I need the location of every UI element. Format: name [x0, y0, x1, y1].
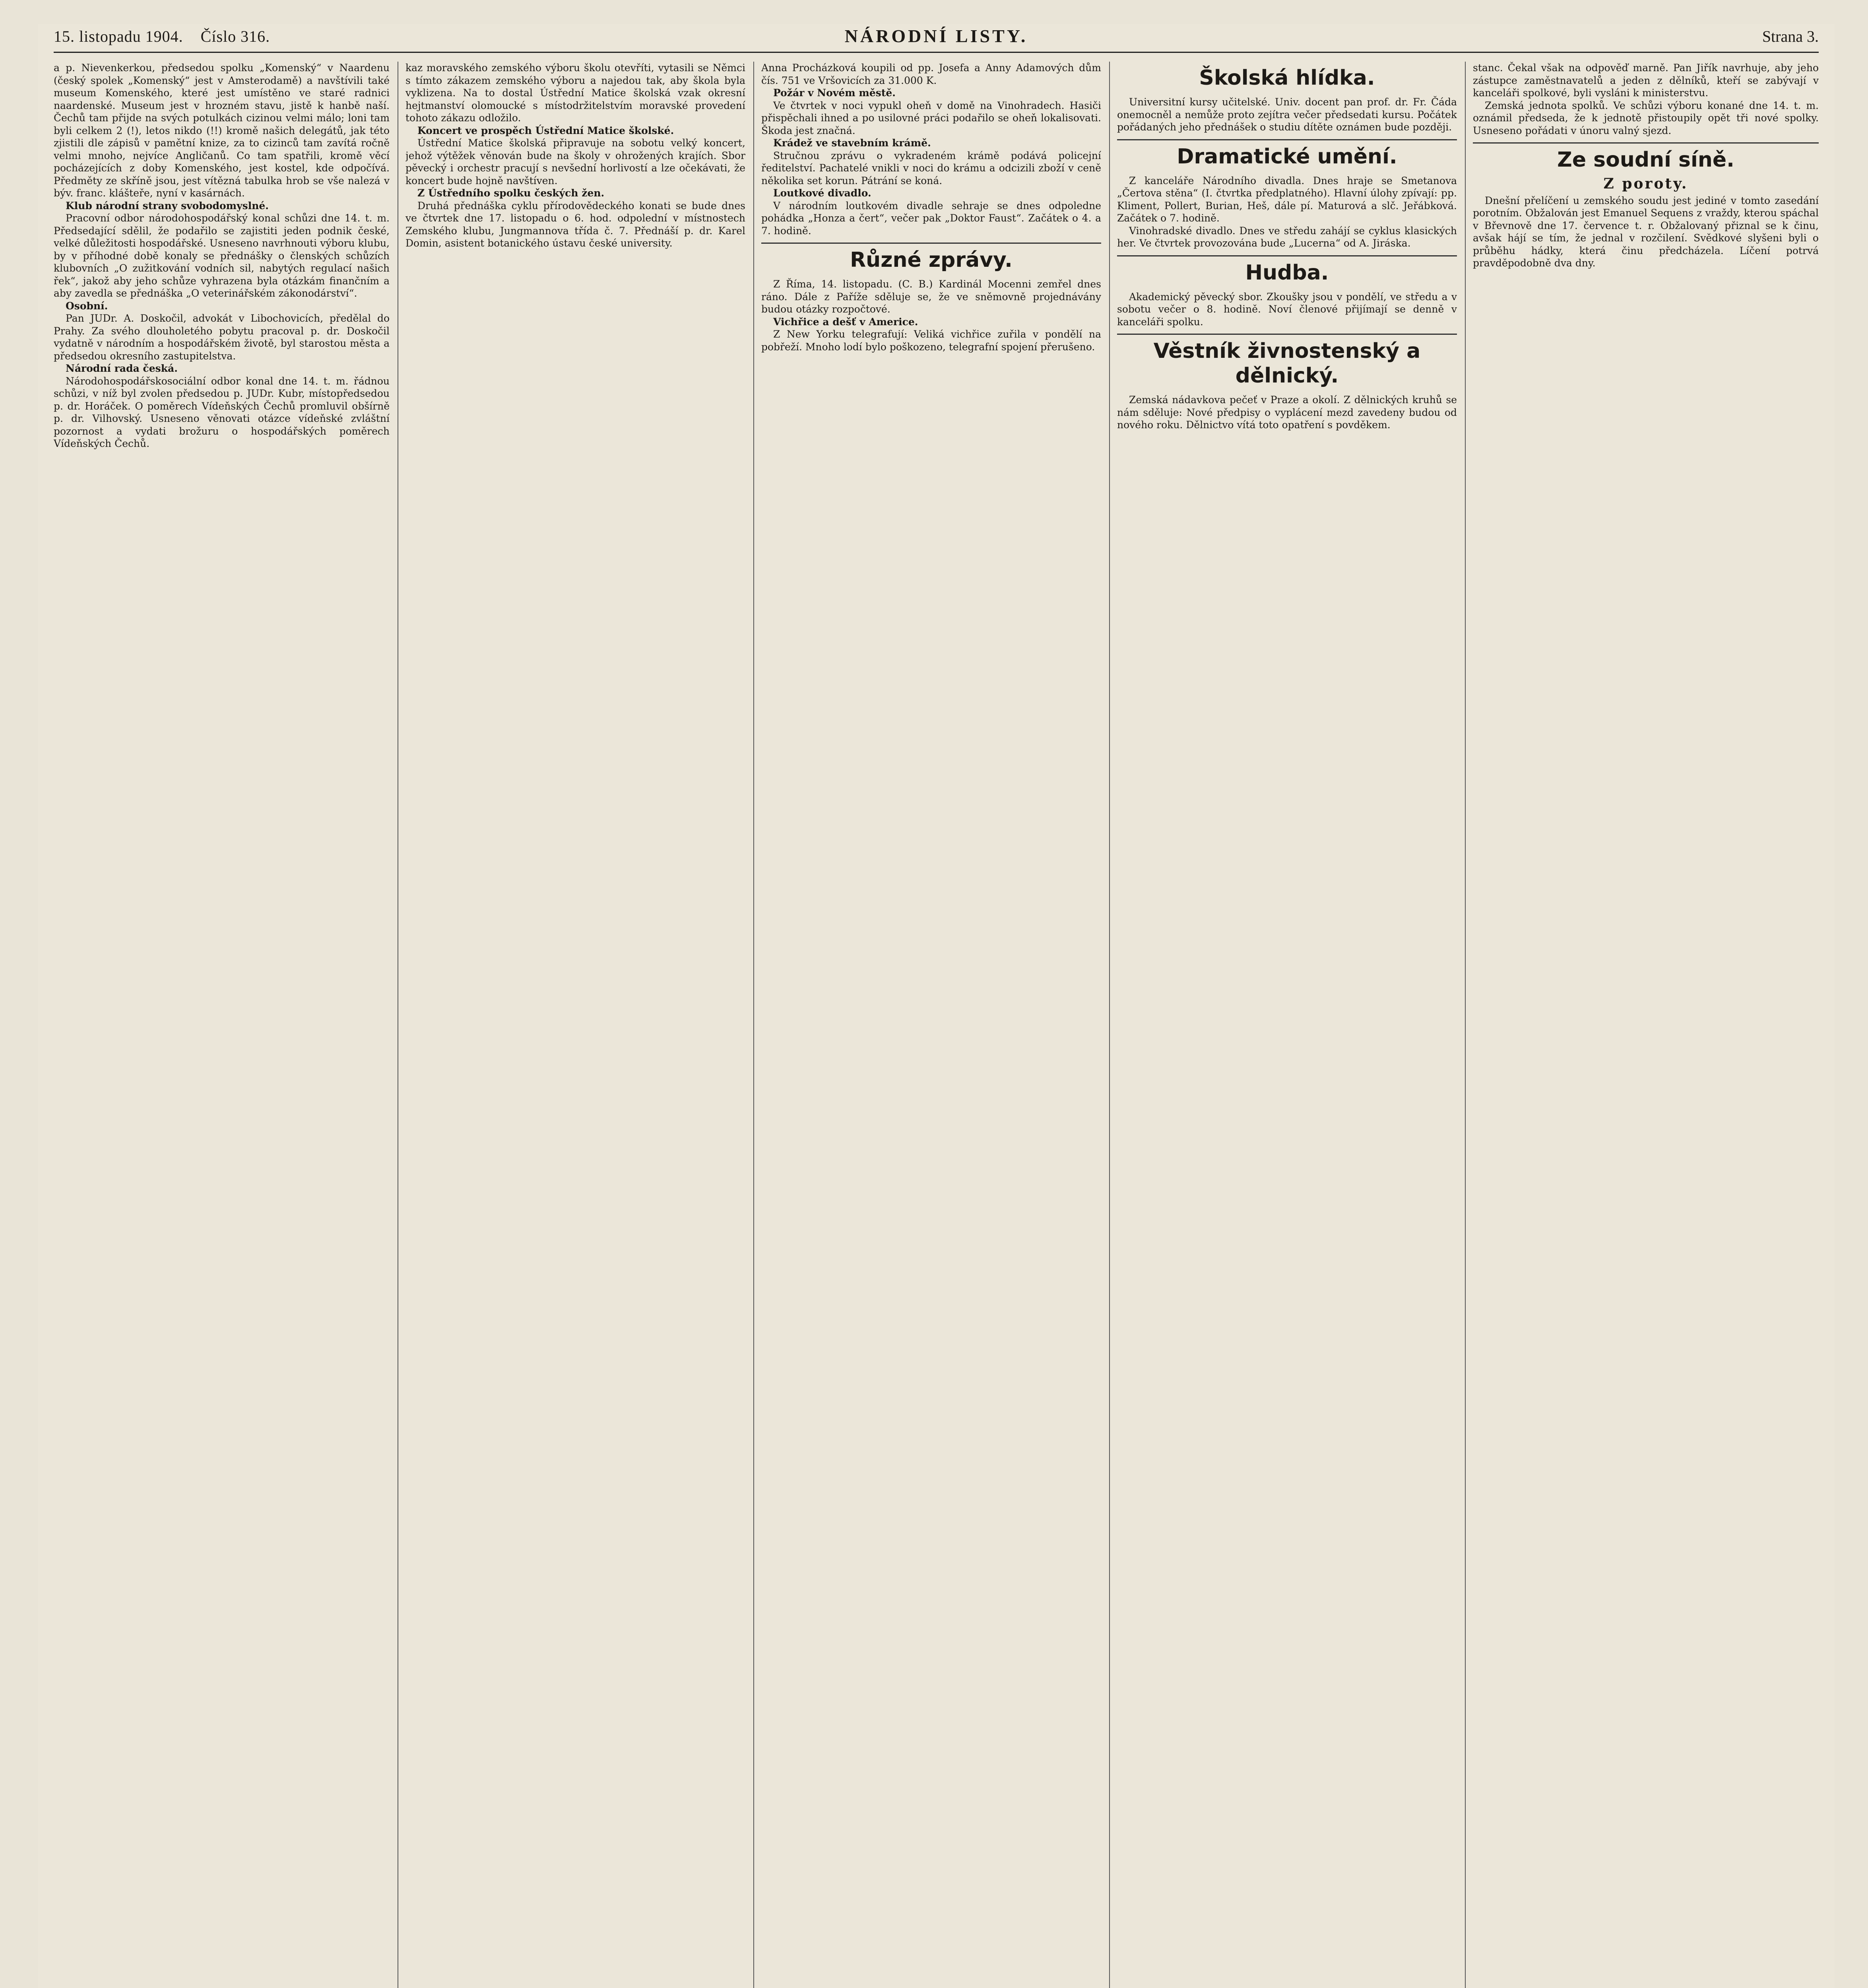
article-paragraph: Z New Yorku telegrafují: Veliká vichřice zuřila v pondělí na pobřeží. Mnoho lodí bylo poškozeno, telegrafní spojení přerušeno. — [761, 328, 1101, 353]
article-paragraph: kaz moravského zemského výboru školu otevříti, vytasili se Němci s tímto zákazem zemského výboru a najedou tak, aby škola byla vyklizena. Na to dostal Ústřední Matice školská vzak okresní hejtmanství olomoucké s místodržitelstvím moravské provedení tohoto zákazu odložilo. — [405, 62, 745, 124]
newspaper-page — [38, 24, 1835, 1988]
section-heading: Hudba. — [1117, 255, 1457, 285]
article-paragraph: V národním loutkovém divadle sehraje se dnes odpoledne pohádka „Honza a čert“, večer pak „Doktor Faust“. Začátek o 4. a 7. hodině. — [761, 200, 1101, 237]
masthead-rule — [54, 52, 1819, 53]
column-divider — [1109, 62, 1110, 1988]
page-number: Strana 3. — [1762, 27, 1819, 45]
article-paragraph: Z Říma, 14. listopadu. (C. B.) Kardinál Mocenni zemřel dnes ráno. Dále z Paříže sděluje se, že ve sněmovně projednávány budou otázky rozpočtové. — [761, 278, 1101, 315]
article-paragraph: Pracovní odbor národohospodářský konal schůzi dne 14. t. m. Předsedající sdělil, že podařilo se zajistiti jeden podnik české, velké důležitosti hospodářské. Usneseno navrhnouti výboru klubu, by v příhodné době konaly se přednášky o členských schůzích klubovních „O zužitkování vodních sil, nabytých regulací našich řek“, jakož aby jeho schůze vyhrazena byla otázkám finančním a aby zavedla se přednáška „O veterinářském zákonodárství“. — [54, 212, 390, 299]
article-heading: Loutkové divadlo. — [773, 187, 871, 199]
article-paragraph: Universitní kursy učitelské. Univ. docent pan prof. dr. Fr. Čáda onemocněl a nemůže proto zejítra večer předsedati kursu. Počátek pořádaných jeho přednášek o studiu dítěte oznámen bude později. — [1117, 96, 1457, 133]
article-paragraph: Pan JUDr. A. Doskočil, advokát v Libochovicích, předělal do Prahy. Za svého dlouholetého pobytu pracoval p. dr. Doskočil vydatně v národním a hospodářském životě, byl starostou města a předsedou okresního zastupitelstva. — [54, 313, 390, 362]
article-paragraph: Ve čtvrtek v noci vypukl oheň v domě na Vinohradech. Hasiči přispěchali ihned a po usilovné práci podařilo se oheň lokalisovati. Škoda jest značná. — [761, 99, 1101, 136]
article-paragraph: Druhá přednáška cyklu přírodovědeckého konati se bude dnes ve čtvrtek dne 17. listopadu o 6. hod. odpolední v místnostech Zemského klubu, Jungmannova třída č. 7. Přednáší p. dr. Karel Domin, asistent botanického ústavu české university. — [405, 200, 745, 249]
article-paragraph: stanc. Čekal však na odpověď marně. Pan Jiřík navrhuje, aby jeho zástupce zaměstnavatelů a jeden z dělníků, kteří se zabývají v kanceláři spolkové, byli vysláni k ministerstvu. — [1473, 62, 1819, 99]
column-4 — [1117, 62, 1457, 1988]
article-paragraph: Dnešní přelíčení u zemského soudu jest jediné v tomto zasedání porotním. Obžalován jest Emanuel Sequens z vraždy, kterou spáchal v Břevnově dne 17. července t. r. Obžalovaný přiznal se k činu, avšak hájí se tím, že jednal v rozčilení. Svědkové slyšeni byli o průběhu hádky, která činu předcházela. Líčení potrvá pravděpodobně dva dny. — [1473, 194, 1819, 269]
section-heading: Dramatické umění. — [1117, 139, 1457, 169]
article-heading: Krádež ve stavebním krámě. — [773, 137, 931, 149]
article-heading: Národní rada česká. — [66, 363, 178, 374]
article-heading: Koncert ve prospěch Ústřední Matice školské. — [417, 124, 674, 136]
article-paragraph: a p. Nievenkerkou, předsedou spolku „Komenský“ v Naardenu (český spolek „Komenský“ jest v Amsterodamě) a navštívili také museum Komenského, které jest umístěno ve staré radnici naardenské. Museum jest v hrozném stavu, jistě k hanbě naší. Čechů tam přijde na svých potulkách cizinou velmi málo; loni tam byli celkem 2 (!), letos nikdo (!!) kromě našich delegátů, jak této zjistili dle zápisů v pamětní knize, za to cizinců tam zavítá ročně velmi mnoho, nejvíce Angličanů. Co tam spatřili, kromě věcí pocházejících z doby Komenského, jest kostel, kde odpočívá. Předměty ze skříně jsou, jest vítězná tabulka hrob se vše nalezá v býv. franc. klášteře, nyní v kasárnách. — [54, 62, 390, 199]
section-subheading: Z poroty. — [1603, 175, 1688, 192]
column-divider — [1465, 62, 1466, 1988]
article-paragraph: Z kanceláře Národního divadla. Dnes hraje se Smetanova „Čertova stěna“ (I. čtvrtka předplatného). Hlavní úlohy zpívají: pp. Kliment, Pollert, Burian, Heš, dále pí. Maturová a slč. Jeřábková. Začátek o 7. hodině. — [1117, 175, 1457, 224]
section-heading: Různé zprávy. — [761, 243, 1101, 272]
article-paragraph: Zemská nádavkova pečeť v Praze a okolí. Z dělnických kruhů se nám sděluje: Nové předpisy o vyplácení mezd zavedeny budou od nového roku. Dělnictvo vítá toto opatření s povděkem. — [1117, 394, 1457, 431]
article-heading: Vichřice a dešť v Americe. — [773, 316, 918, 328]
newspaper-title: NÁRODNÍ LISTY. — [844, 26, 1028, 46]
column-2 — [405, 62, 745, 1988]
article-paragraph: Akademický pěvecký sbor. Zkoušky jsou v pondělí, ve středu a v sobotu večer o 8. hodině. Noví členové přijímají se denně v kanceláři spolku. — [1117, 291, 1457, 328]
article-heading: Z Ústředního spolku českých žen. — [417, 187, 605, 199]
issue-date: 15. listopadu 1904. Číslo 316. — [54, 27, 270, 45]
article-paragraph: Anna Procházková koupili od pp. Josefa a Anny Adamových dům čís. 751 ve Vršovicích za 31.000 K. — [761, 62, 1101, 86]
article-paragraph: Vinohradské divadlo. Dnes ve středu zahájí se cyklus klasických her. Ve čtvrtek provozována bude „Lucerna“ od A. Jiráska. — [1117, 225, 1457, 249]
article-paragraph: Stručnou zprávu o vykradeném krámě podává policejní ředitelství. Pachatelé vnikli v noci do krámu a odcizili zboží v ceně několika set korun. Pátrání se koná. — [761, 149, 1101, 186]
article-paragraph: Národohospodářskosociální odbor konal dne 14. t. m. řádnou schůzi, v níž byl zvolen předsedou p. JUDr. Kubr, místopředsedou p. dr. Horáček. O poměrech Vídeňských Čechů promluvil obšírně p. dr. Vilhovský. Usneseno věnovati otázce vídeňské zvláštní pozornost a vydati brožuru o hospodářských poměrech Vídeňských Čechů. — [54, 375, 390, 449]
section-heading: Věstník živnostenský a dělnický. — [1117, 334, 1457, 388]
section-heading: Ze soudní síně. — [1473, 142, 1819, 172]
column-3 — [761, 62, 1101, 1988]
column-divider — [753, 62, 754, 1988]
column-1 — [54, 62, 390, 1988]
article-heading: Požár v Novém městě. — [773, 87, 896, 99]
masthead — [38, 24, 1835, 49]
article-heading: Osobní. — [66, 300, 108, 312]
article-paragraph: Ústřední Matice školská připravuje na sobotu velký koncert, jehož výtěžek věnován bude na školy v ohrožených krajích. Sbor pěvecký i orchestr pracují s nevšední horlivostí a lze očekávati, že koncert bude hojně navštíven. — [405, 137, 745, 186]
article-paragraph: Zemská jednota spolků. Ve schůzi výboru konané dne 14. t. m. oznámil předseda, že k jednotě přistoupily opět tři nové spolky. Usneseno pořádati v únoru valný sjezd. — [1473, 99, 1819, 136]
section-heading: Školská hlídka. — [1199, 66, 1375, 90]
column-5 — [1473, 62, 1819, 1988]
article-heading: Klub národní strany svobodomyslné. — [66, 200, 269, 212]
